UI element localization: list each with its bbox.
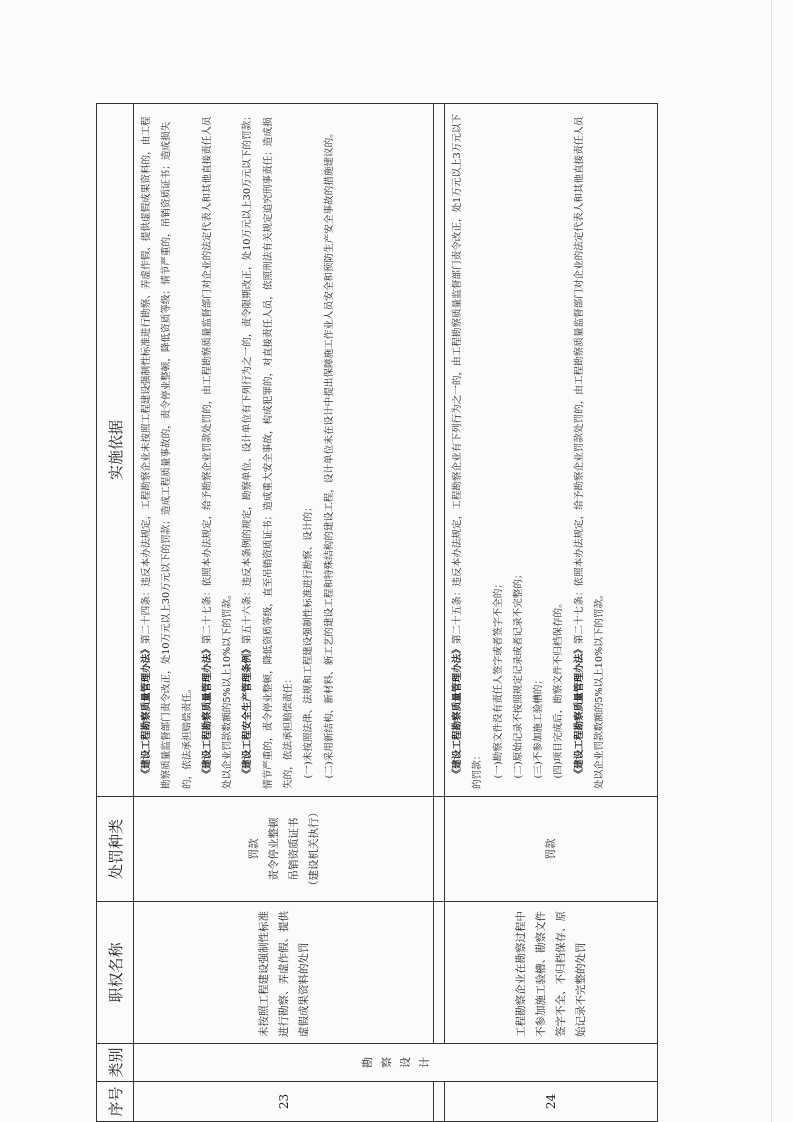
category-char: 勘	[360, 1057, 374, 1068]
law-text: (三)不参加施工验槽的；	[533, 675, 545, 779]
penalty-type-cell	[134, 797, 434, 902]
basis-paragraph	[299, 111, 319, 789]
separator-cell	[434, 797, 445, 902]
penalty-type: 责令停业整顿	[267, 817, 280, 881]
power-name: 工程勘察企业在勘察过程中不参加施工验槽、勘察文件签字不全、不归档保存、原始记录不完整的处罚	[445, 902, 658, 1044]
category-char: 计	[417, 1057, 431, 1068]
law-title: 《建设工程勘察质量管理办法》	[141, 644, 152, 779]
penalty-type: 罚款	[247, 838, 260, 860]
basis-cell	[134, 104, 434, 797]
header-power-name: 职权名称	[97, 902, 134, 1044]
row-number: 23	[134, 1082, 434, 1122]
penalty-table	[96, 103, 658, 1122]
basis-cell	[445, 104, 658, 797]
category-char: 设	[398, 1057, 412, 1068]
penalty-type-cell	[445, 797, 658, 902]
scan-edge-line	[771, 0, 772, 1122]
law-text: (四)项目完成后，勘察文件不归档保存的。	[553, 598, 565, 779]
law-text: (二)采用新结构、新材料、新工艺的建设工程和特殊结构的建设工程，设计单位未在设计中提出保障施工作业人员安全和预防生产安全事故的措施建议的。	[323, 128, 335, 779]
law-text: 第二十七条：依照本办法规定，给予勘察企业罚款处罚的，由工程勘察质量监督部门对企业的法定代表人和其他直接责任人员处以企业罚款数额的5%以上10%以下的罚款。	[573, 116, 606, 789]
basis-paragraph	[198, 111, 239, 789]
penalty-type: 吊销资质证书	[287, 817, 300, 881]
penalty-type: 罚款	[545, 838, 557, 860]
basis-paragraph	[549, 111, 569, 789]
basis-paragraph	[489, 111, 509, 789]
law-title: 《建设工程勘察质量管理办法》	[201, 644, 213, 779]
table-header-row	[97, 104, 134, 1122]
separator-cell	[434, 104, 445, 797]
power-name: 未按照工程建设强制性标准进行勘察、弄虚作假、提供虚假成果资料的处罚	[134, 902, 434, 1044]
header-basis: 实施依据	[97, 104, 134, 797]
law-text: (一)未按照法律、法规和工程建设强制性标准进行勘察、设计的；	[303, 502, 315, 779]
basis-paragraph	[238, 111, 299, 789]
basis-paragraph	[137, 111, 198, 789]
basis-paragraph	[509, 111, 529, 789]
law-title: 《建设工程勘察质量管理办法》	[452, 644, 463, 779]
row-number: 24	[445, 1082, 658, 1122]
law-text: (一)勘察文件没有责任人签字或者签字不全的；	[492, 579, 504, 779]
law-title: 《建设工程安全生产管理条例》	[242, 644, 254, 779]
separator-cell	[434, 902, 445, 1044]
category-cell	[134, 1044, 658, 1082]
law-text: 第二十七条：依照本办法规定，给予勘察企业罚款处罚的，由工程勘察质量监督部门对企业的法定代表人和其他直接责任人员处以企业罚款数额的5%以上10%以下的罚款。	[201, 116, 234, 789]
category-char: 察	[379, 1057, 393, 1068]
basis-paragraph	[529, 111, 549, 789]
header-no: 序号	[97, 1082, 134, 1122]
law-text: 第二十四条：违反本办法规定，工程勘察企业未按照工程建设强制性标准进行勘察、弄虚作假、提供虚假成果资料的，由工程勘察质量监督部门责令改正，处10万元以上30万元以下的罚款；造成工程质量事故的，责令停业整顿，降低资质等级；情节严重的，吊销资质证书；造成损失的，依法承担赔偿责任。	[141, 116, 193, 789]
table-row	[445, 104, 658, 1122]
law-text: (二)原始记录不按照规定记录或者记录不完整的；	[512, 569, 524, 779]
header-penalty-type: 处罚种类	[97, 797, 134, 902]
basis-paragraph	[448, 111, 489, 789]
header-category: 类别	[97, 1044, 134, 1082]
penalty-type: （建设机关执行）	[307, 807, 320, 891]
law-text: 第五十六条：违反本条例的规定，勘察单位、设计单位有下列行为之一的，责令限期改正，处10万元以上30万元以下的罚款；情节严重的，责令停业整顿，降低资质等级，直至吊销资质证书；造成重大安全事故，构成犯罪的，对直接责任人员，依照刑法有关规定追究刑事责任；造成损失的，依法承担赔偿责任：	[242, 111, 295, 789]
law-title: 《建设工程勘察质量管理办法》	[573, 644, 585, 779]
rotated-table-sheet	[96, 104, 658, 1122]
law-text: 第二十五条：违反本办法规定，工程勘察企业有下列行为之一的，由工程勘察质量监督部门责令改正，处1万元以上3万元以下的罚款：	[452, 113, 484, 789]
row-separator	[434, 104, 445, 1122]
basis-paragraph	[570, 111, 611, 789]
table-row	[134, 104, 434, 1122]
separator-cell	[434, 1082, 445, 1122]
basis-paragraph	[320, 111, 340, 789]
